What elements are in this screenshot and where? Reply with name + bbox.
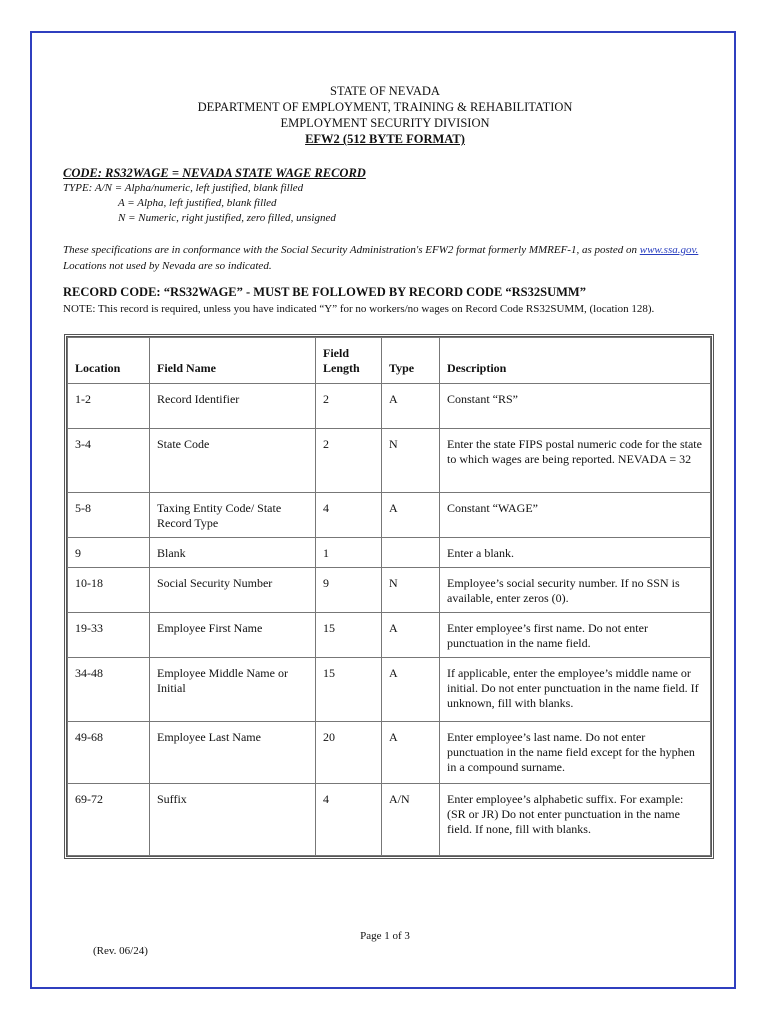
- cell-description: Enter employee’s last name. Do not enter punctuation in the name field except for the hyphen in a compound surname.: [440, 722, 711, 784]
- record-code-heading: RECORD CODE: “RS32WAGE” - MUST BE FOLLOWED BY RECORD CODE “RS32SUMM”: [63, 285, 586, 299]
- type-line-a: A = Alpha, left justified, blank filled: [118, 197, 277, 209]
- record-code-title: CODE: RS32WAGE = NEVADA STATE WAGE RECORD: [63, 166, 366, 180]
- page-number: Page 1 of 3: [360, 930, 410, 942]
- cell-field-name: Employee Middle Name or Initial: [150, 658, 316, 722]
- cell-description: If applicable, enter the employee’s middle name or initial. Do not enter punctuation in the name field. If unknown, fill with blanks.: [440, 658, 711, 722]
- cell-field-name: Social Security Number: [150, 568, 316, 613]
- ssa-link[interactable]: www.ssa.gov.: [639, 244, 699, 256]
- specs-text-after: Locations not used by Nevada are so indicated.: [63, 260, 272, 272]
- table-row: [68, 658, 711, 722]
- specs-text: These specifications are in conformance with the Social Security Administration's EFW2 format formerly MMREF-1, as posted on: [63, 244, 637, 256]
- table-row: [68, 538, 711, 568]
- header-description: Description: [440, 338, 711, 384]
- table-header-row: [68, 338, 711, 384]
- cell-field-name: Blank: [150, 538, 316, 568]
- cell-description: Enter the state FIPS postal numeric code for the state to which wages are being reported. NEVADA = 32: [440, 429, 711, 493]
- header-field-name: Field Name: [150, 338, 316, 384]
- cell-field-name: Employee First Name: [150, 613, 316, 658]
- cell-description: Constant “WAGE”: [440, 493, 711, 538]
- cell-description: Enter employee’s alphabetic suffix. For example: (SR or JR) Do not enter punctuation in the name field. If none, fill with blanks.: [440, 784, 711, 856]
- header-department: DEPARTMENT OF EMPLOYMENT, TRAINING & REHABILITATION: [197, 100, 573, 114]
- table-row: [68, 429, 711, 493]
- cell-field-name: Taxing Entity Code/ State Record Type: [150, 493, 316, 538]
- cell-type: A: [382, 722, 440, 784]
- header-format: EFW2 (512 BYTE FORMAT): [305, 132, 465, 146]
- header-state: STATE OF NEVADA: [330, 84, 440, 98]
- table-row: [68, 384, 711, 429]
- cell-field-name: Record Identifier: [150, 384, 316, 429]
- cell-type: A: [382, 658, 440, 722]
- type-line-an: TYPE: A/N = Alpha/numeric, left justified, blank filled: [63, 182, 304, 194]
- table-row: [68, 493, 711, 538]
- cell-location: 5-8: [68, 493, 150, 538]
- specifications-note: [63, 242, 713, 274]
- cell-field-length: 2: [316, 384, 382, 429]
- header-type: Type: [382, 338, 440, 384]
- header-location: Location: [68, 338, 150, 384]
- table-row: [68, 568, 711, 613]
- cell-field-name: Employee Last Name: [150, 722, 316, 784]
- cell-field-length: 15: [316, 613, 382, 658]
- cell-field-length: 15: [316, 658, 382, 722]
- cell-field-length: 2: [316, 429, 382, 493]
- cell-type: A: [382, 493, 440, 538]
- cell-location: 3-4: [68, 429, 150, 493]
- type-line-n: N = Numeric, right justified, zero filled, unsigned: [118, 212, 336, 224]
- cell-field-length: 4: [316, 784, 382, 856]
- cell-description: Enter employee’s first name. Do not enter punctuation in the name field.: [440, 613, 711, 658]
- cell-field-length: 9: [316, 568, 382, 613]
- cell-type: A: [382, 384, 440, 429]
- wage-record-table: [64, 334, 714, 859]
- cell-type: A/N: [382, 784, 440, 856]
- cell-field-length: 20: [316, 722, 382, 784]
- cell-type: A: [382, 613, 440, 658]
- cell-description: Enter a blank.: [440, 538, 711, 568]
- header-field-length: Field Length: [316, 338, 382, 384]
- cell-type: [382, 538, 440, 568]
- document-header: [0, 83, 770, 147]
- cell-location: 49-68: [68, 722, 150, 784]
- record-note: NOTE: This record is required, unless you have indicated “Y” for no workers/no wages on Record Code RS32SUMM, (location 128).: [63, 303, 655, 315]
- cell-type: N: [382, 568, 440, 613]
- cell-field-name: State Code: [150, 429, 316, 493]
- cell-field-length: 1: [316, 538, 382, 568]
- cell-field-length: 4: [316, 493, 382, 538]
- cell-location: 9: [68, 538, 150, 568]
- cell-location: 69-72: [68, 784, 150, 856]
- table-row: [68, 722, 711, 784]
- table-row: [68, 613, 711, 658]
- cell-location: 1-2: [68, 384, 150, 429]
- cell-description: Employee’s social security number. If no SSN is available, enter zeros (0).: [440, 568, 711, 613]
- cell-description: Constant “RS”: [440, 384, 711, 429]
- cell-field-name: Suffix: [150, 784, 316, 856]
- cell-location: 34-48: [68, 658, 150, 722]
- cell-location: 10-18: [68, 568, 150, 613]
- type-legend: [63, 181, 336, 226]
- cell-type: N: [382, 429, 440, 493]
- table-row: [68, 784, 711, 856]
- cell-location: 19-33: [68, 613, 150, 658]
- header-division: EMPLOYMENT SECURITY DIVISION: [280, 116, 490, 130]
- revision-date: (Rev. 06/24): [93, 945, 148, 957]
